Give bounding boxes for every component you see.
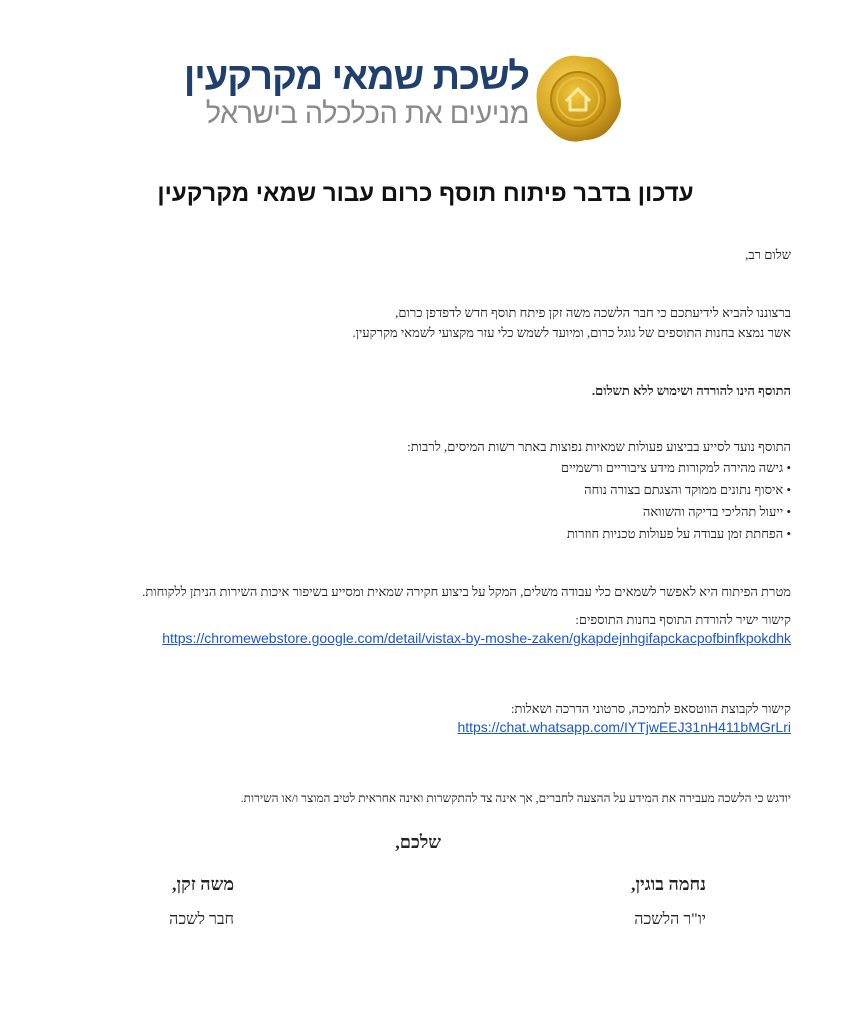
logo-title: לשכת שמאי מקרקעין [183,56,529,98]
whatsapp-group-link[interactable]: https://chat.whatsapp.com/IYTjwEEJ31nH411bMGrLri [457,719,791,735]
disclaimer: יודגש כי הלשכה מעבירה את המידע על ההצעה לחברים, אך אינה צד להתקשרות ואינה אחראית לטיב המוצר ו/או השירות. [240,791,791,805]
signatory-chair [631,874,706,929]
whatsapp-link-label: קישור לקבוצת הווטסאפ לתמיכה, סרטוני הדרכה ושאלות: [510,701,791,716]
signatory-role: חבר לשכה [169,911,234,928]
closing: שלכם, [395,832,441,852]
list-item: • ייעול תהליכי בדיקה והשוואה [561,501,791,523]
store-link-label: קישור ישיר להורדת התוסף בחנות התוספים: [575,612,791,627]
logo-slogan: מניעים את הכלכלה בישראל [205,98,529,130]
signatory-name: נחמה בוגין, [630,874,706,894]
list-item: • איסוף נתונים ממוקד והצגתם בצורה נוחה [561,479,791,501]
signatory-member [169,874,234,929]
signatory-name: משה זקן, [171,874,234,894]
list-item: • גישה מהירה למקורות מידע ציבוריים ורשמיים [561,457,791,479]
goal-paragraph: מטרת הפיתוח היא לאפשר לשמאים כלי עבודה משלים, המקל על ביצוע חקירה שמאית ומסייע בשיפור איכות השירות הניתן ללקוחות. [142,584,791,599]
chamber-logo [183,52,625,148]
logo-text [183,56,529,130]
intro-line-1: ברצוננו להביא לידיעתכם כי חבר הלשכה משה זקן פיתח תוסף חדש לדפדפן כרום, [395,305,791,320]
list-item: • הפחתת זמן עבודה על פעולות טכניות חוזרות [561,523,791,545]
document-title: עדכון בדבר פיתוח תוסף כרום עבור שמאי מקרקעין [157,180,694,207]
signatory-role: יו"ר הלשכה [634,911,706,928]
free-note: התוסף הינו להורדה ושימוש ללא תשלום. [591,383,791,398]
purpose-intro: התוסף נועד לסייע בביצוע פעולות שמאיות נפוצות באתר רשות המיסים, לרבות: [407,439,791,454]
features-list [561,457,791,545]
gold-seal-icon [531,52,625,146]
greeting: שלום רב, [745,247,791,262]
intro-line-2: אשר נמצא בחנות התוספים של גוגל כרום, ומיועד לשמש כלי עזר מקצועי לשמאי מקרקעין. [352,325,791,340]
chrome-store-link[interactable]: https://chromewebstore.google.com/detail/vistax-by-moshe-zaken/gkapdejnhgifapckacpofbinfkpokdhk [162,630,791,646]
